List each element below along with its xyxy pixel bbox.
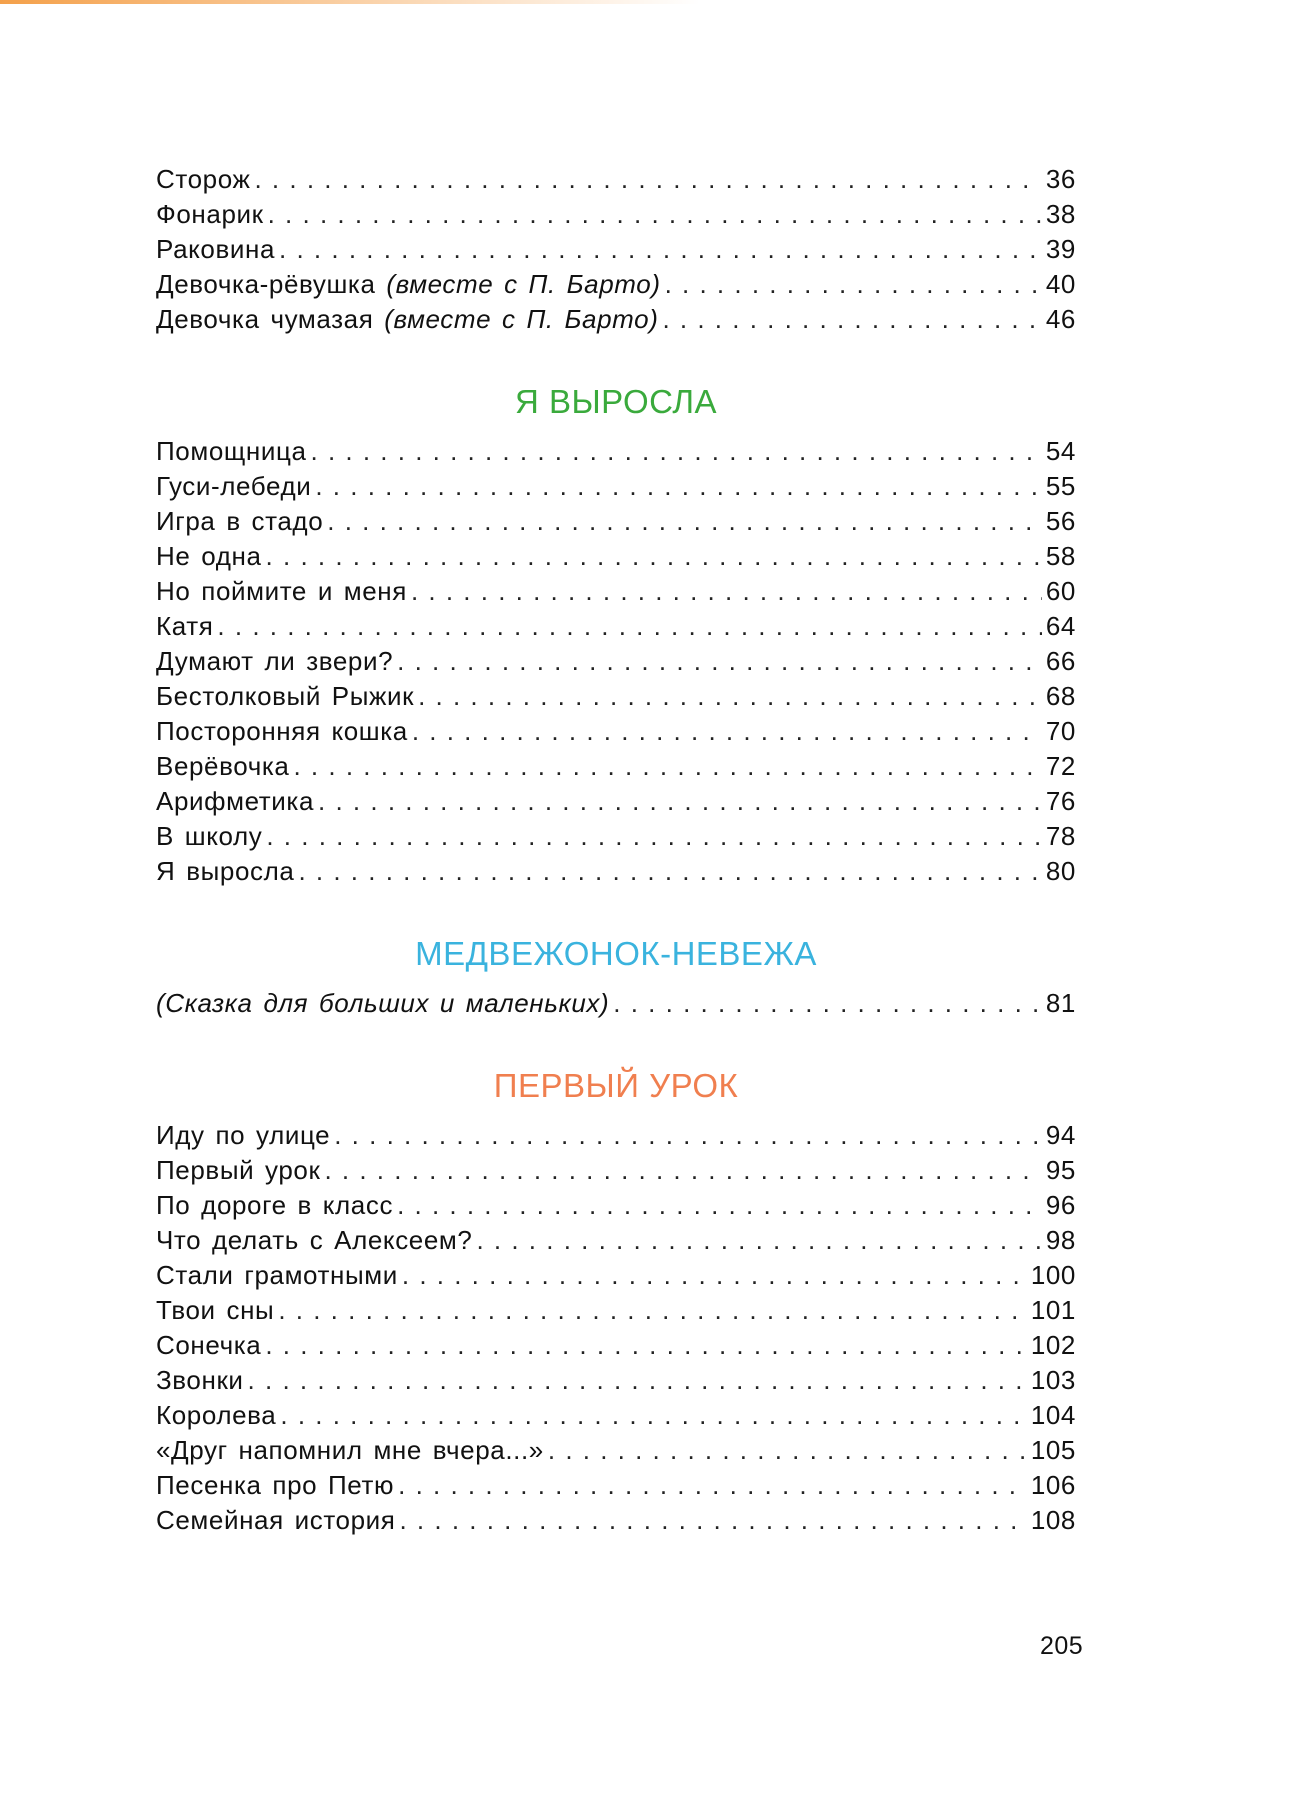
toc-entry [156, 1223, 1076, 1258]
toc-entry-title [156, 197, 264, 232]
toc-entry-title-text: По дороге в класс [156, 1190, 394, 1220]
toc-entry-title [156, 1153, 320, 1188]
toc-entry [156, 504, 1076, 539]
toc-entry-page: 104 [1030, 1400, 1076, 1430]
toc-entry [156, 197, 1076, 232]
toc-entry-title-text: Что делать с Алексеем? [156, 1225, 473, 1255]
toc-entry-title [156, 1468, 394, 1503]
toc-entry-page: 54 [1045, 436, 1076, 466]
toc-entry-page: 81 [1045, 988, 1076, 1018]
toc-entry-title [156, 574, 407, 609]
toc-entry-title [156, 714, 408, 749]
toc-entry-page: 38 [1045, 199, 1076, 229]
toc-entry [156, 232, 1076, 267]
toc-entry-page: 68 [1045, 681, 1076, 711]
toc-entry [156, 1363, 1076, 1398]
toc-entry [156, 1398, 1076, 1433]
toc-entry-page: 94 [1045, 1120, 1076, 1150]
toc-entry-title [156, 1188, 393, 1223]
toc-entry [156, 1433, 1076, 1468]
toc-entry-page: 58 [1045, 541, 1076, 571]
dot-leader [548, 1433, 1027, 1468]
toc-entry-title-text: Девочка чумазая [156, 304, 385, 334]
toc-entry-title [156, 819, 262, 854]
toc-entry-title-text: Помощница [156, 436, 307, 466]
toc-entry-note: (вместе с П. Барто) [386, 269, 661, 299]
toc-entry-title [156, 469, 311, 504]
toc-group-medvezhonok-nevezha [156, 986, 1076, 1021]
toc-entry-page: 70 [1045, 716, 1076, 746]
toc-entry-title-text: Думают ли звери? [156, 646, 394, 676]
toc-group-pervyi-urok [156, 1118, 1076, 1538]
toc-entry-title-text: Песенка про Петю [156, 1470, 395, 1500]
toc-entry [156, 1118, 1076, 1153]
toc-entry-title [156, 1118, 330, 1153]
toc-entry-title [156, 986, 609, 1021]
dot-leader [311, 434, 1042, 469]
toc-entry-title-text: Королева [156, 1400, 277, 1430]
toc-entry [156, 302, 1076, 337]
toc-entry-page: 66 [1045, 646, 1076, 676]
toc-entry-page: 95 [1045, 1155, 1076, 1185]
toc-entry [156, 1503, 1076, 1538]
section-heading-pervyi-urok: ПЕРВЫЙ УРОК [493, 1067, 739, 1104]
toc-entry-title [156, 1503, 395, 1538]
toc-entry-title-text: Бестолковый Рыжик [156, 681, 415, 711]
toc-entry [156, 679, 1076, 714]
dot-leader [398, 1468, 1027, 1503]
toc-entry-title [156, 434, 307, 469]
dot-leader [266, 539, 1042, 574]
toc-entry-page: 102 [1030, 1330, 1076, 1360]
toc-entry-page: 105 [1030, 1435, 1076, 1465]
toc-entry [156, 267, 1076, 302]
dot-leader [327, 504, 1042, 539]
toc-entry-title-text: «Друг напомнил мне вчера...» [156, 1435, 544, 1465]
toc-entry-title [156, 784, 314, 819]
toc-entry-page: 78 [1045, 821, 1076, 851]
toc-entry-page: 64 [1045, 611, 1076, 641]
dot-leader [268, 197, 1042, 232]
toc-entry [156, 784, 1076, 819]
toc-entry-title [156, 854, 294, 889]
dot-leader [315, 469, 1042, 504]
toc-entry-title [156, 1433, 544, 1468]
toc-entry [156, 1468, 1076, 1503]
toc-entry-title [156, 679, 414, 714]
dot-leader [662, 302, 1041, 337]
toc-group-ya-vyrosla [156, 434, 1076, 889]
dot-leader [412, 714, 1042, 749]
toc-entry [156, 609, 1076, 644]
dot-leader [334, 1118, 1042, 1153]
toc-entry-title [156, 1363, 244, 1398]
toc-entry-title-text: Семейная история [156, 1505, 396, 1535]
toc-entry-note: (Сказка для больших и маленьких) [156, 988, 610, 1018]
toc-group-continued [156, 162, 1076, 337]
toc-entry-title [156, 1293, 274, 1328]
toc-entry-page: 55 [1045, 471, 1076, 501]
toc-entry-title-text: Посторонняя кошка [156, 716, 408, 746]
toc-entry [156, 469, 1076, 504]
toc-entry-title-text: Твои сны [156, 1295, 275, 1325]
dot-leader [399, 1503, 1026, 1538]
dot-leader [411, 574, 1042, 609]
dot-leader [293, 749, 1041, 784]
toc-entry [156, 644, 1076, 679]
dot-leader [397, 1188, 1042, 1223]
dot-leader [248, 1363, 1027, 1398]
toc-entry-title-text: Девочка-рёвушка [156, 269, 387, 299]
toc-entry-page: 36 [1045, 164, 1076, 194]
toc-entry-title [156, 504, 323, 539]
dot-leader [298, 854, 1041, 889]
toc-entry-page: 39 [1045, 234, 1076, 264]
toc-entry [156, 1188, 1076, 1223]
toc-entry-page: 56 [1045, 506, 1076, 536]
toc-entry [156, 434, 1076, 469]
toc-entry-title [156, 609, 213, 644]
toc-entry-page: 103 [1030, 1365, 1076, 1395]
dot-leader [665, 267, 1042, 302]
toc-entry [156, 986, 1076, 1021]
dot-leader [613, 986, 1042, 1021]
toc-entry-title [156, 749, 289, 784]
toc-entry-title-text: Звонки [156, 1365, 244, 1395]
toc-entry [156, 574, 1076, 609]
toc-entry-title [156, 1398, 276, 1433]
page-edge-accent [0, 0, 700, 4]
toc-entry-title-text: Сторож [156, 164, 251, 194]
toc-entry [156, 854, 1076, 889]
toc-entry [156, 1293, 1076, 1328]
dot-leader [324, 1153, 1041, 1188]
toc-entry [156, 1153, 1076, 1188]
toc-entry-title-text: Первый урок [156, 1155, 321, 1185]
toc-entry-title [156, 162, 250, 197]
toc-entry-title [156, 539, 262, 574]
toc-entry-title-text: Фонарик [156, 199, 264, 229]
toc-entry-page: 100 [1030, 1260, 1076, 1290]
toc-entry-title-text: В школу [156, 821, 263, 851]
toc-entry-page: 96 [1045, 1190, 1076, 1220]
toc-entry-page: 108 [1030, 1505, 1076, 1535]
toc-entry-title-text: Но поймите и меня [156, 576, 407, 606]
toc-entry-title-text: Верёвочка [156, 751, 290, 781]
toc-entry-title-text: Я выросла [156, 856, 295, 886]
dot-leader [476, 1223, 1041, 1258]
page-number: 205 [1040, 1632, 1084, 1660]
toc-entry [156, 162, 1076, 197]
dot-leader [280, 1398, 1026, 1433]
toc-entry-note: (вместе с П. Барто) [384, 304, 659, 334]
dot-leader [402, 1258, 1027, 1293]
toc-entry-title [156, 302, 658, 337]
toc-entry-title-text: Сонечка [156, 1330, 262, 1360]
dot-leader [418, 679, 1042, 714]
toc-entry-title-text: Иду по улице [156, 1120, 331, 1150]
toc-entry [156, 1328, 1076, 1363]
toc-entry [156, 714, 1076, 749]
toc-entry-title-text: Не одна [156, 541, 262, 571]
toc-entry-page: 80 [1045, 856, 1076, 886]
toc-entry-title-text: Игра в стадо [156, 506, 324, 536]
dot-leader [217, 609, 1041, 644]
toc-entry-title [156, 1223, 472, 1258]
dot-leader [397, 644, 1042, 679]
toc-entry-page: 101 [1030, 1295, 1076, 1325]
toc-entry [156, 749, 1076, 784]
toc-entry-page: 46 [1045, 304, 1076, 334]
toc-entry [156, 1258, 1076, 1293]
toc-entry-page: 76 [1045, 786, 1076, 816]
toc-entry-page: 40 [1045, 269, 1076, 299]
toc-entry-page: 106 [1030, 1470, 1076, 1500]
toc-entry-title [156, 644, 393, 679]
dot-leader [279, 232, 1042, 267]
toc-entry-title [156, 232, 275, 267]
toc-entry-title [156, 267, 661, 302]
toc-entry-title [156, 1328, 261, 1363]
dot-leader [318, 784, 1042, 819]
toc-entry-title-text: Стали грамотными [156, 1260, 398, 1290]
toc-entry-title-text: Гуси-лебеди [156, 471, 312, 501]
section-heading-medvezhonok-nevezha: МЕДВЕЖОНОК-НЕВЕЖА [415, 935, 817, 972]
toc-entry [156, 539, 1076, 574]
dot-leader [265, 1328, 1026, 1363]
dot-leader [266, 819, 1042, 854]
toc-entry-page: 60 [1045, 576, 1076, 606]
toc-entry-page: 72 [1045, 751, 1076, 781]
toc-entry [156, 819, 1076, 854]
toc-entry-title-text: Арифметика [156, 786, 315, 816]
table-of-contents [156, 162, 1076, 1538]
toc-entry-page: 98 [1045, 1225, 1076, 1255]
toc-entry-title-text: Раковина [156, 234, 276, 264]
toc-entry-title [156, 1258, 398, 1293]
dot-leader [254, 162, 1041, 197]
dot-leader [278, 1293, 1026, 1328]
toc-entry-title-text: Катя [156, 611, 214, 641]
section-heading-ya-vyrosla: Я ВЫРОСЛА [514, 383, 718, 420]
